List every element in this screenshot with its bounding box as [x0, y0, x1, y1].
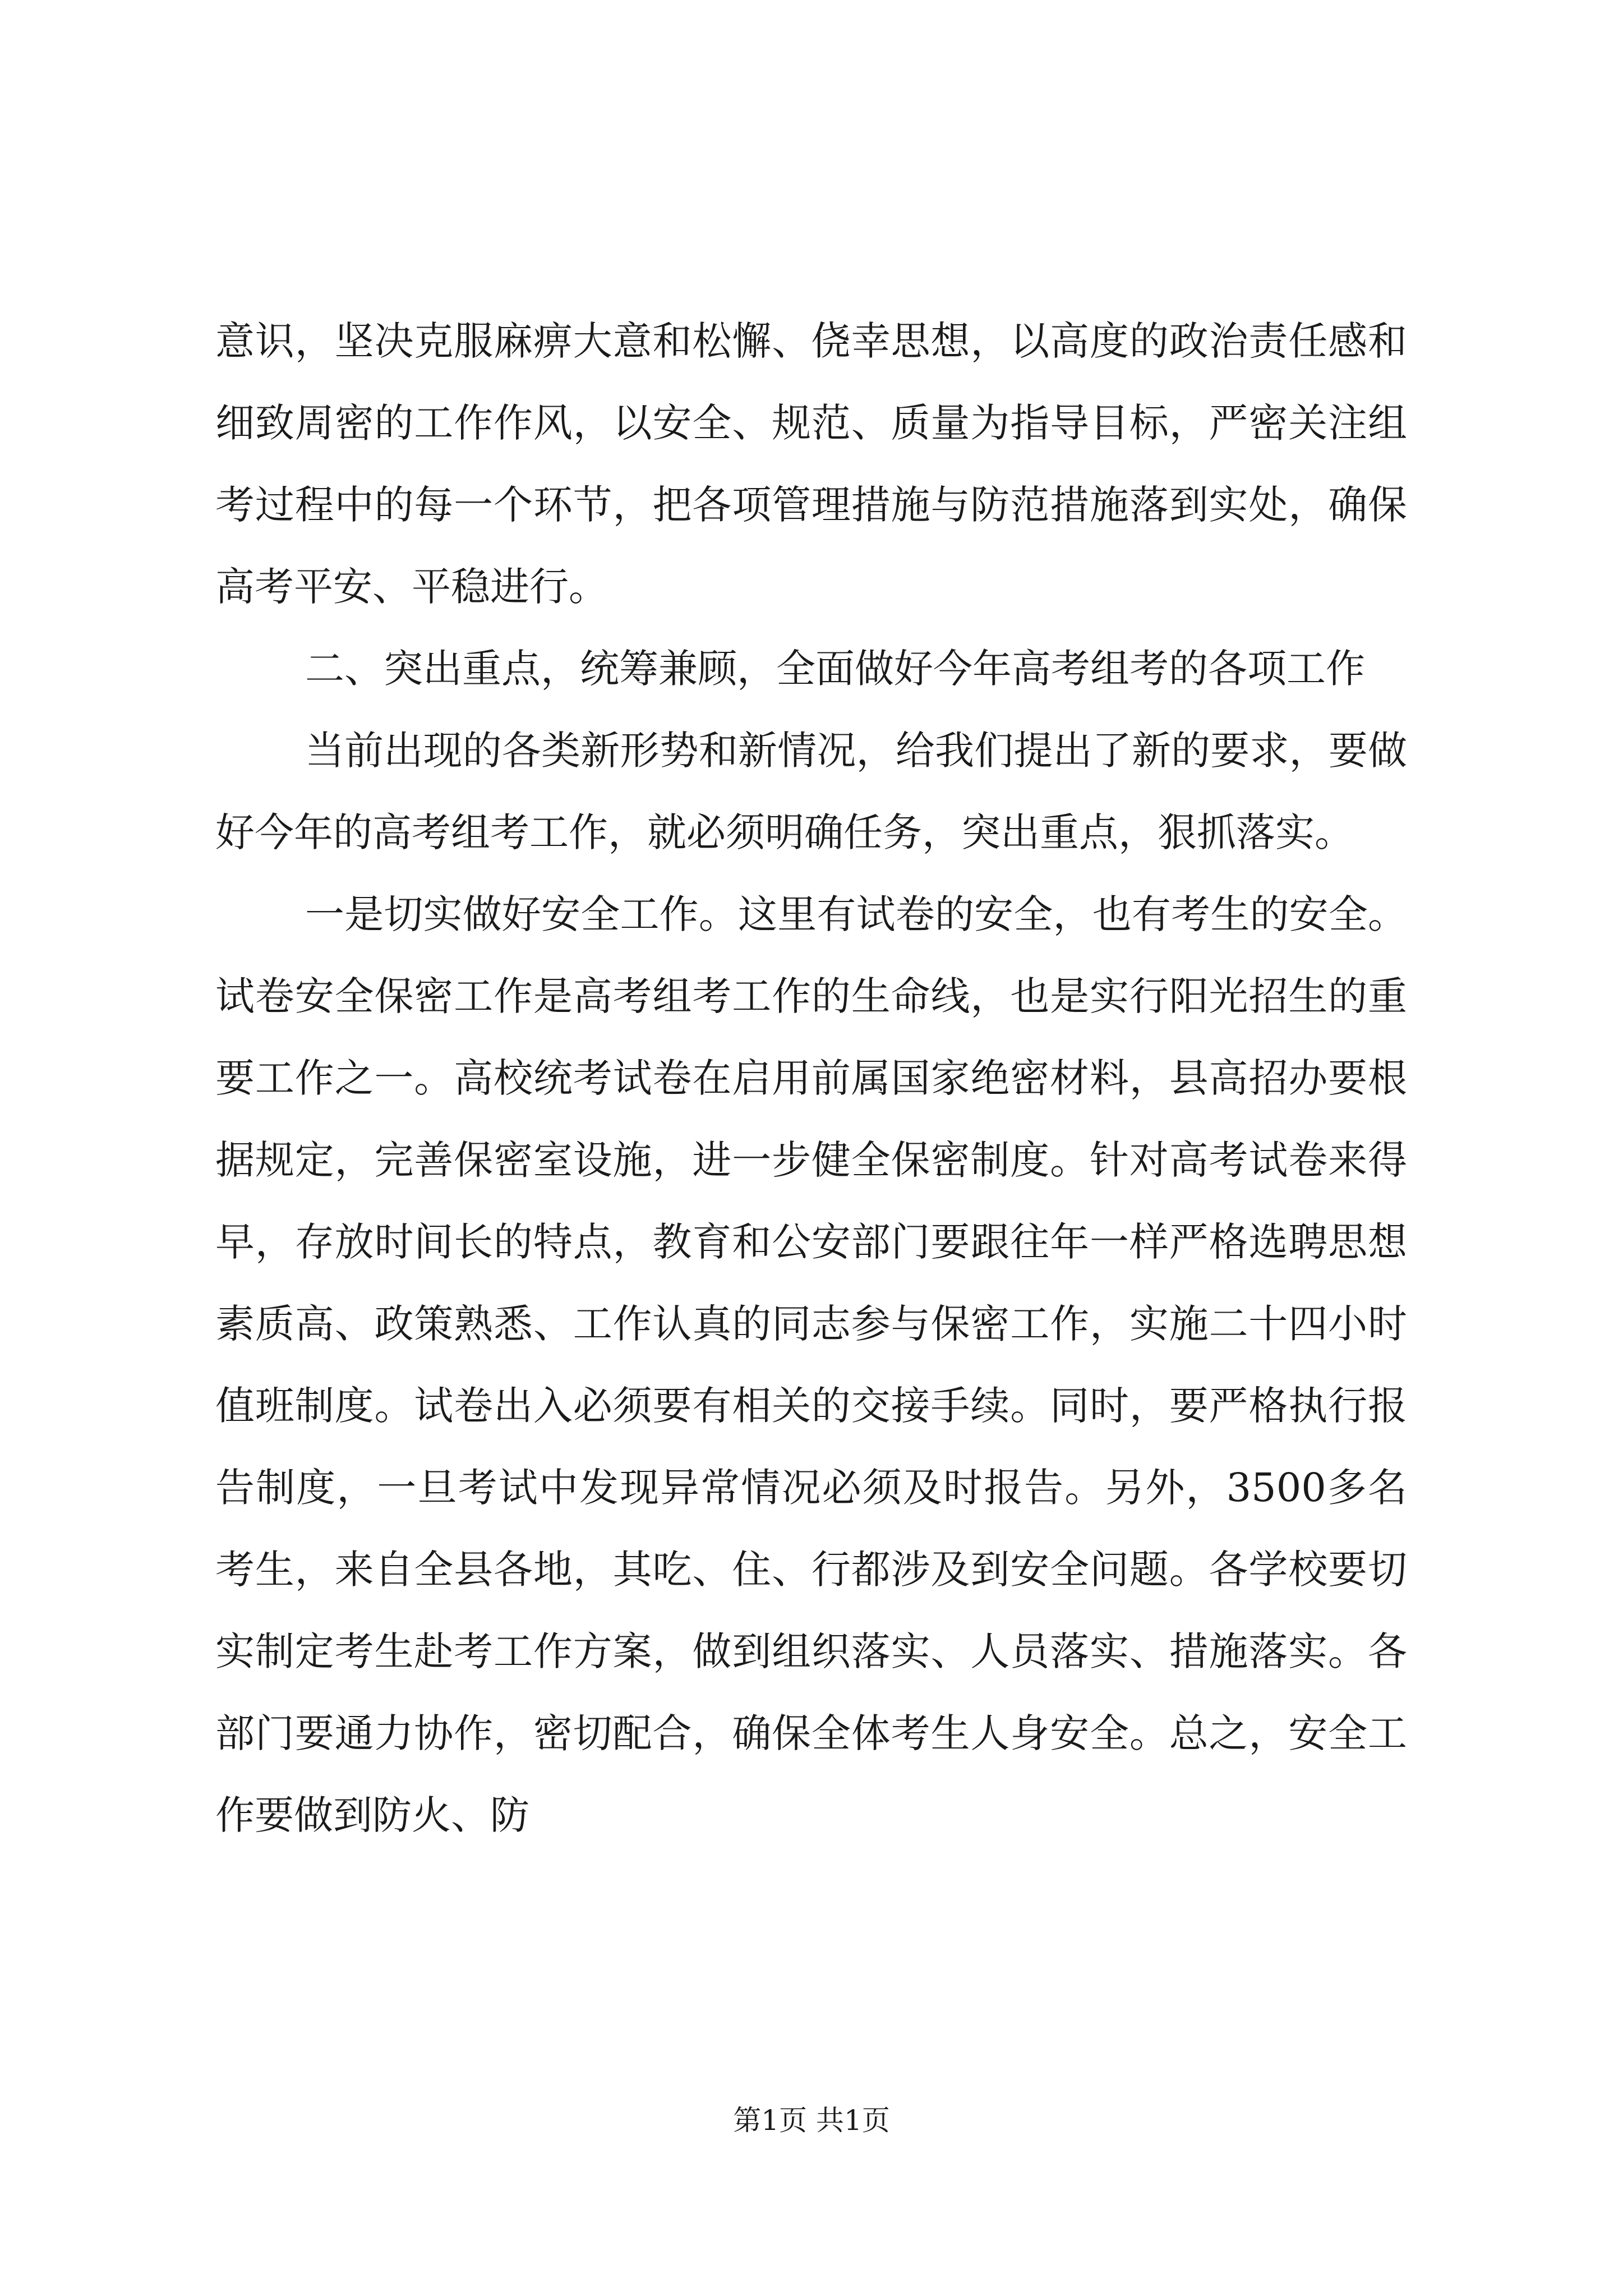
paragraph-safety: 一是切实做好安全工作。这里有试卷的安全，也有考生的安全。试卷安全保密工作是高考组考工作的生命线，也是实行阳光招生的重要工作之一。高校统考试卷在启用前属国家绝密材料，县高招办要根据规定，完善保密室设施，进一步健全保密制度。针对高考试卷来得早，存放时间长的特点，教育和公安部门要跟往年一样严格选聘思想素质高、政策熟悉、工作认真的同志参与保密工作，实施二十四小时值班制度。试卷出入必须要有相关的交接手续。同时，要严格执行报告制度，一旦考试中发现异常情况必须及时报告。另外，3500多名考生，来自全县各地，其吃、住、行都涉及到安全问题。各学校要切实制定考生赴考工作方案，做到组织落实、人员落实、措施落实。各部门要通力协作，密切配合，确保全体考生人身安全。总之，安全工作要做到防火、防 — [215, 891, 1407, 1838]
paragraph-intro: 当前出现的各类新形势和新情况，给我们提出了新的要求，要做好今年的高考组考工作，就必须明确任务，突出重点，狠抓落实。 — [215, 728, 1407, 855]
section-heading-two: 二、突出重点，统筹兼顾，全面做好今年高考组考的各项工作 — [305, 646, 1365, 692]
paragraph-continuation: 意识，坚决克服麻痹大意和松懈、侥幸思想，以高度的政治责任感和细致周密的工作作风，以安全、规范、质量为指导目标，严密关注组考过程中的每一个环节，把各项管理措施与防范措施落到实处，确保高考平安、平稳进行。 — [215, 318, 1407, 610]
page-footer: 第1页 共1页 — [733, 2104, 890, 2137]
document-body — [215, 300, 1407, 1856]
